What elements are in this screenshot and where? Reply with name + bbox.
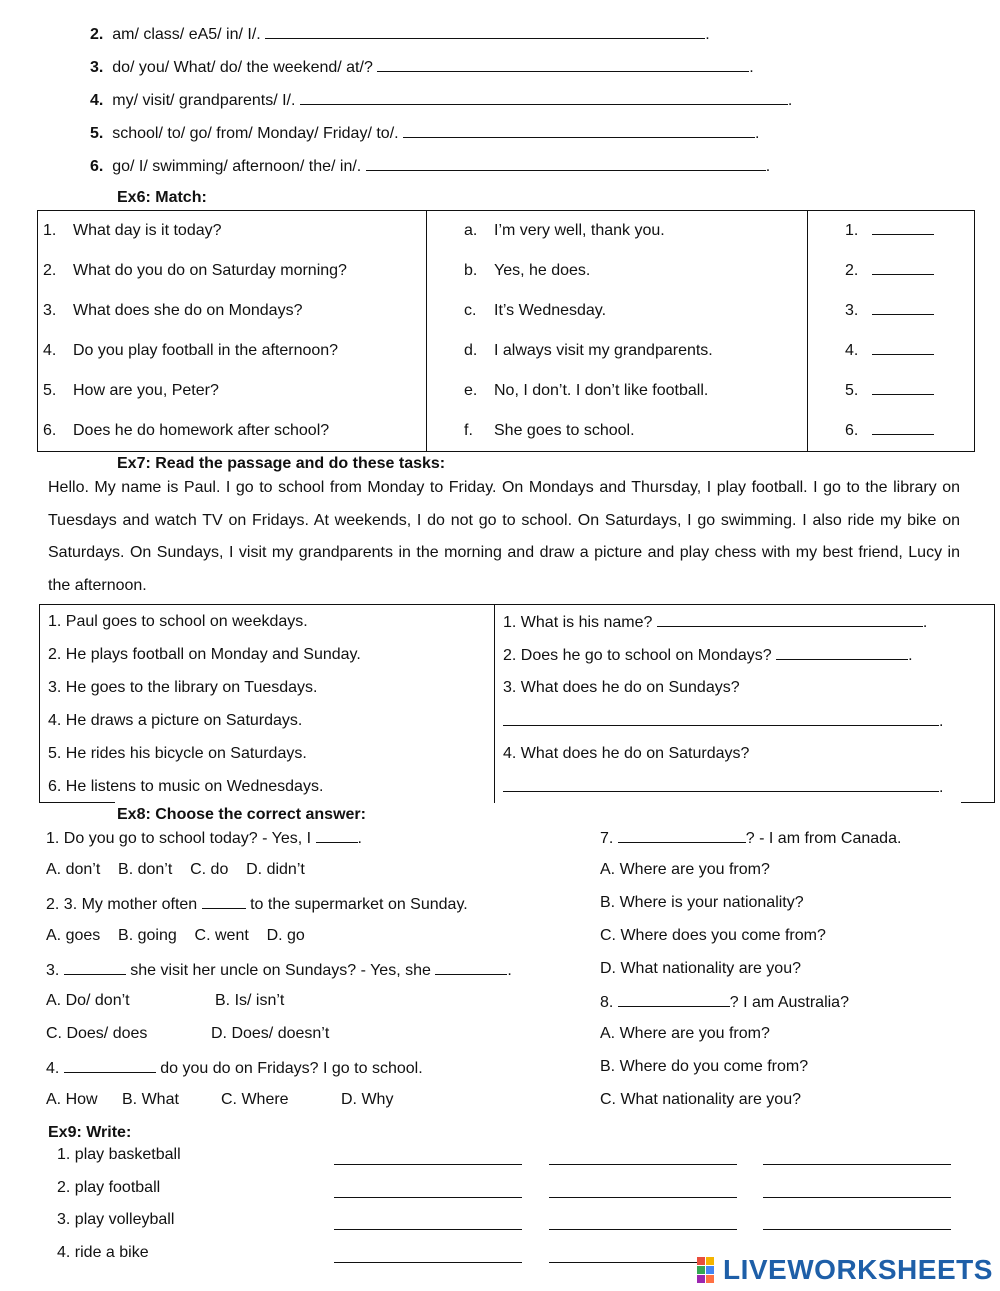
question-text: What do you do on Saturday morning? bbox=[73, 262, 347, 279]
write-item: 3. play volleyball bbox=[57, 1211, 175, 1228]
option[interactable]: C. What nationality are you? bbox=[600, 1091, 801, 1108]
answer-blank[interactable] bbox=[503, 711, 939, 726]
table-row bbox=[38, 371, 975, 411]
option[interactable]: D. go bbox=[266, 927, 305, 944]
answer-number: 3. bbox=[845, 302, 859, 319]
answer-blank[interactable] bbox=[64, 1058, 156, 1073]
answer-blank[interactable] bbox=[618, 828, 746, 843]
answer-blank[interactable] bbox=[763, 1183, 951, 1198]
question-text: How are you, Peter? bbox=[73, 382, 219, 399]
ex8-heading: Ex8: Choose the correct answer: bbox=[117, 806, 366, 823]
table-row bbox=[38, 411, 975, 452]
liveworksheets-icon bbox=[697, 1257, 723, 1283]
match-answer-blank[interactable] bbox=[872, 264, 934, 275]
answer-number: 1. bbox=[845, 222, 859, 239]
question-text: 1. What is his name? bbox=[503, 613, 653, 631]
ex8-question-8 bbox=[600, 992, 849, 1012]
ex9-blanks-row bbox=[334, 1150, 951, 1170]
table-row bbox=[39, 605, 995, 639]
option[interactable]: D. didn’t bbox=[246, 861, 305, 878]
answer-blank[interactable] bbox=[549, 1150, 737, 1165]
answer-blank[interactable] bbox=[403, 123, 755, 138]
match-answer-blank[interactable] bbox=[872, 304, 934, 315]
option[interactable]: B. don’t bbox=[118, 861, 173, 878]
answer-blank[interactable] bbox=[763, 1150, 951, 1165]
question-text: 4. bbox=[46, 1060, 60, 1077]
question-text: ? I am Australia? bbox=[729, 994, 849, 1011]
true-false-statement: 3. He goes to the library on Tuesdays. bbox=[39, 671, 495, 704]
answer-blank[interactable] bbox=[377, 57, 749, 72]
answer-blank[interactable] bbox=[503, 777, 939, 792]
write-item: 1. play basketball bbox=[57, 1146, 181, 1163]
answer-text: Yes, he does. bbox=[494, 262, 591, 279]
answer-blank[interactable] bbox=[657, 612, 923, 627]
answer-blank[interactable] bbox=[334, 1215, 522, 1230]
ex5-item-2: 2. am/ class/ eA5/ in/ I/. . bbox=[90, 26, 710, 43]
ex8-options-1 bbox=[46, 861, 305, 879]
ex9-heading: Ex9: Write: bbox=[48, 1124, 132, 1141]
true-false-statement: 6. He listens to music on Wednesdays. bbox=[39, 770, 495, 803]
option[interactable]: B. Where do you come from? bbox=[600, 1058, 809, 1075]
option[interactable]: A. How bbox=[46, 1091, 98, 1108]
answer-blank[interactable] bbox=[265, 24, 705, 39]
true-false-statement: 4. He draws a picture on Saturdays. bbox=[39, 704, 495, 737]
answer-blank[interactable] bbox=[549, 1183, 737, 1198]
ex8-question-4 bbox=[46, 1058, 423, 1078]
item-number: 3. bbox=[90, 59, 104, 76]
question-text: she visit her uncle on Sundays? - Yes, she bbox=[130, 962, 431, 979]
question-number: 4. bbox=[43, 342, 57, 359]
ex8-question-3: 3. she visit her uncle on Sundays? - Yes, she . bbox=[46, 962, 512, 979]
ex9-blanks-row bbox=[334, 1248, 699, 1268]
table-row bbox=[39, 737, 995, 770]
table-left-border bbox=[39, 604, 40, 802]
ex9-blanks-row bbox=[334, 1215, 951, 1235]
ex5-item-5: 5. school/ to/ go/ from/ Monday/ Friday/ to/. . bbox=[90, 125, 760, 142]
answer-text: It’s Wednesday. bbox=[494, 302, 607, 319]
table-row bbox=[39, 770, 995, 803]
answer-blank[interactable] bbox=[334, 1150, 522, 1165]
item-number: 2. bbox=[90, 26, 104, 43]
option[interactable]: A. Where are you from? bbox=[600, 1025, 770, 1042]
answer-blank[interactable] bbox=[202, 894, 246, 909]
logo-text: LIVEWORKSHEETS bbox=[723, 1254, 993, 1285]
question-number: 3. bbox=[43, 302, 57, 319]
ex5-item-3: 3. do/ you/ What/ do/ the weekend/ at/? . bbox=[90, 59, 754, 76]
match-answer-blank[interactable] bbox=[872, 344, 934, 355]
question-text: 3. bbox=[46, 962, 60, 979]
answer-blank[interactable] bbox=[334, 1183, 522, 1198]
table-row bbox=[39, 704, 995, 737]
table-row bbox=[38, 331, 975, 371]
answer-blank[interactable] bbox=[549, 1215, 737, 1230]
question-cell: 1. What is his name? . bbox=[495, 605, 996, 639]
question-text: 1. Do you go to school today? - Yes, I bbox=[46, 830, 312, 847]
answer-blank[interactable] bbox=[435, 960, 507, 975]
option[interactable]: C. do bbox=[190, 861, 229, 878]
question-number: 6. bbox=[43, 422, 57, 439]
answer-text: I always visit my grandparents. bbox=[494, 342, 713, 359]
ex8-question-1: 1. Do you go to school today? - Yes, I . bbox=[46, 830, 362, 847]
option[interactable]: C. Does/ does bbox=[46, 1025, 148, 1042]
option[interactable]: C. Where does you come from? bbox=[600, 927, 826, 944]
question-text: 2. Does he go to school on Mondays? bbox=[503, 646, 772, 664]
answer-letter: b. bbox=[464, 262, 478, 279]
answer-blank[interactable] bbox=[316, 828, 358, 843]
answer-text: No, I don’t. I don’t like football. bbox=[494, 382, 709, 399]
table-row bbox=[38, 251, 975, 291]
question-text: ? - I am from Canada. bbox=[745, 830, 902, 847]
ex7-heading: Ex7: Read the passage and do these tasks: bbox=[117, 455, 446, 472]
table-row bbox=[39, 638, 995, 671]
reading-passage: Hello. My name is Paul. I go to school from Monday to Friday. On Mondays and Thursday, I play football. I go to the library on Tuesdays and watch TV on Fridays. At weekends, I do not go to school. On Saturdays, I go swimming. I also ride my bike on Saturdays. On Sundays, I visit my grandparents in the morning and draw a picture and play chess with my best friend, Lucy in the afternoon. bbox=[48, 479, 960, 595]
item-number: 6. bbox=[90, 158, 104, 175]
question-text: do you do on Fridays? I go to school. bbox=[160, 1060, 423, 1077]
answer-blank[interactable] bbox=[763, 1215, 951, 1230]
question-cell: . bbox=[495, 770, 996, 803]
answer-number: 5. bbox=[845, 382, 859, 399]
item-text: am/ class/ eA5/ in/ I/. bbox=[112, 26, 261, 43]
answer-blank[interactable] bbox=[549, 1248, 699, 1263]
option[interactable]: B. Where is your nationality? bbox=[600, 894, 804, 911]
answer-blank[interactable] bbox=[618, 992, 730, 1007]
ex5-item-4: 4. my/ visit/ grandparents/ I/. . bbox=[90, 92, 793, 109]
answer-blank[interactable] bbox=[366, 156, 766, 171]
question-text: to the supermarket on Sunday. bbox=[250, 896, 468, 913]
answer-letter: d. bbox=[464, 342, 478, 359]
table-right-border bbox=[994, 604, 995, 802]
ex9-blanks-row bbox=[334, 1183, 951, 1203]
option[interactable]: C. Where bbox=[221, 1091, 289, 1108]
option[interactable]: A. goes bbox=[46, 927, 101, 944]
true-false-statement: 5. He rides his bicycle on Saturdays. bbox=[39, 737, 495, 770]
write-item: 2. play football bbox=[57, 1179, 161, 1196]
answer-blank[interactable] bbox=[64, 960, 126, 975]
option[interactable]: B. Is/ isn’t bbox=[215, 992, 285, 1009]
option[interactable]: A. Where are you from? bbox=[600, 861, 770, 878]
question-text: 3. What does he do on Sundays? bbox=[503, 678, 740, 696]
liveworksheets-logo bbox=[697, 1254, 993, 1286]
answer-number: 2. bbox=[845, 262, 859, 279]
ex7-task-table bbox=[39, 604, 995, 803]
option[interactable]: D. Does/ doesn’t bbox=[211, 1025, 330, 1042]
item-number: 5. bbox=[90, 125, 104, 142]
table-bottom-border bbox=[39, 802, 115, 803]
answer-blank[interactable] bbox=[300, 90, 788, 105]
option[interactable]: D. What nationality are you? bbox=[600, 960, 801, 977]
question-text: Do you play football in the afternoon? bbox=[73, 342, 339, 359]
item-text: do/ you/ What/ do/ the weekend/ at/? bbox=[112, 59, 373, 76]
answer-blank[interactable] bbox=[776, 645, 908, 660]
answer-text: She goes to school. bbox=[494, 422, 635, 439]
table-row bbox=[38, 291, 975, 331]
option[interactable]: B. going bbox=[118, 927, 177, 944]
option[interactable]: A. don’t bbox=[46, 861, 101, 878]
item-text: school/ to/ go/ from/ Monday/ Friday/ to/. bbox=[112, 125, 399, 142]
answer-blank[interactable] bbox=[334, 1248, 522, 1263]
table-bottom-border bbox=[961, 802, 995, 803]
option[interactable]: B. What bbox=[122, 1091, 179, 1108]
question-cell: 2. Does he go to school on Mondays? . bbox=[503, 646, 913, 664]
ex5-item-6: 6. go/ I/ swimming/ afternoon/ the/ in/. . bbox=[90, 158, 771, 175]
answer-letter: c. bbox=[464, 302, 477, 319]
question-number: 2. bbox=[43, 262, 57, 279]
true-false-statement: 1. Paul goes to school on weekdays. bbox=[39, 605, 495, 639]
question-text: 8. bbox=[600, 994, 614, 1011]
ex8-question-7 bbox=[600, 828, 901, 848]
question-number: 5. bbox=[43, 382, 57, 399]
question-text: 4. What does he do on Saturdays? bbox=[503, 744, 750, 762]
answer-letter: a. bbox=[464, 222, 478, 239]
match-answer-blank[interactable] bbox=[872, 424, 934, 435]
item-text: go/ I/ swimming/ afternoon/ the/ in/. bbox=[112, 158, 362, 175]
ex8-options-2 bbox=[46, 927, 305, 945]
answer-letter: f. bbox=[464, 422, 473, 439]
match-answer-blank[interactable] bbox=[872, 224, 934, 235]
option[interactable]: D. Why bbox=[341, 1091, 394, 1108]
answer-text: I’m very well, thank you. bbox=[494, 222, 665, 239]
item-number: 4. bbox=[90, 92, 104, 109]
match-answer-blank[interactable] bbox=[872, 384, 934, 395]
option[interactable]: C. went bbox=[194, 927, 249, 944]
question-number: 1. bbox=[43, 222, 57, 239]
answer-letter: e. bbox=[464, 382, 478, 399]
ex8-question-2 bbox=[46, 894, 468, 914]
answer-number: 4. bbox=[845, 342, 859, 359]
question-text: Does he do homework after school? bbox=[73, 422, 330, 439]
table-row bbox=[38, 211, 975, 252]
option[interactable]: A. Do/ don’t bbox=[46, 992, 130, 1009]
ex6-heading: Ex6: Match: bbox=[117, 189, 207, 206]
answer-number: 6. bbox=[845, 422, 859, 439]
question-text: What day is it today? bbox=[73, 222, 222, 239]
question-text: 2. 3. My mother often bbox=[46, 896, 198, 913]
table-row bbox=[39, 671, 995, 704]
question-text: What does she do on Mondays? bbox=[73, 302, 303, 319]
write-item: 4. ride a bike bbox=[57, 1244, 149, 1261]
ex6-match-table bbox=[37, 210, 975, 452]
question-cell: . bbox=[495, 704, 996, 737]
true-false-statement: 2. He plays football on Monday and Sunday. bbox=[39, 638, 495, 671]
item-text: my/ visit/ grandparents/ I/. bbox=[112, 92, 296, 109]
question-text: 7. bbox=[600, 830, 614, 847]
